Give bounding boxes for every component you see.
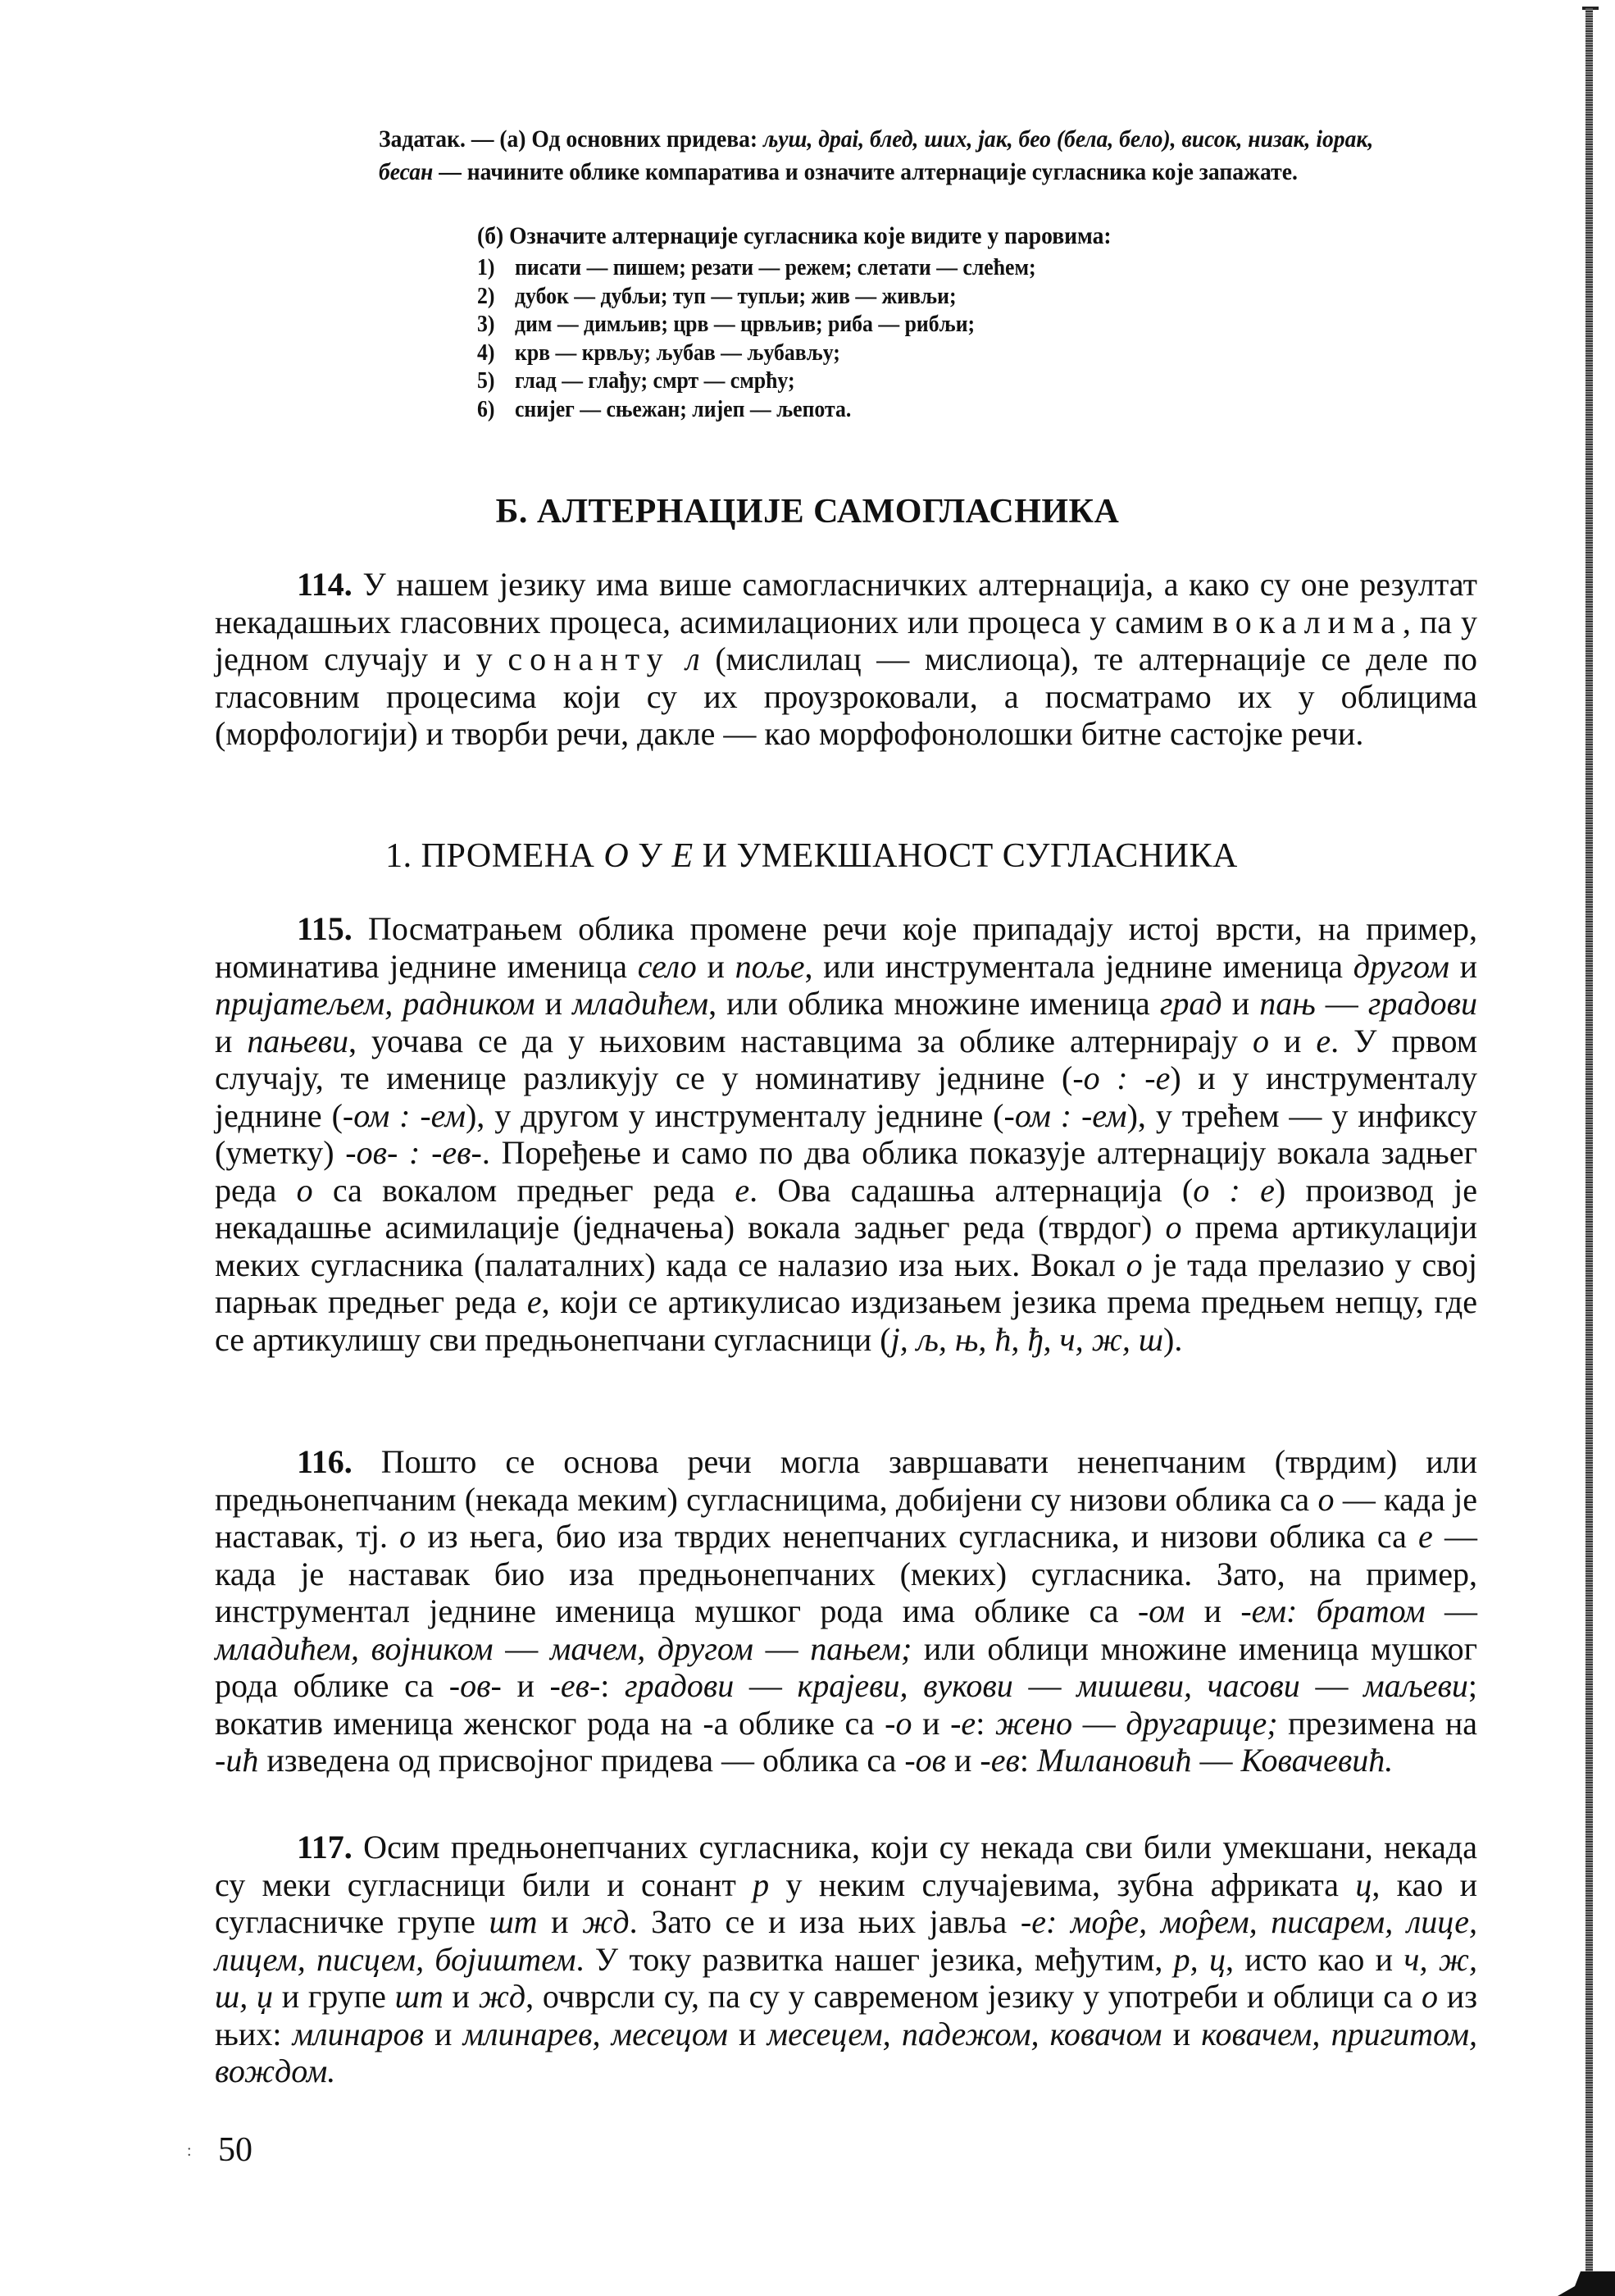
italic-term: о xyxy=(296,1171,313,1209)
text-run: у неким случајевима, зубна африката xyxy=(769,1866,1356,1903)
italic-term: крајеви, вукови xyxy=(797,1667,1013,1704)
exercise-pairs-list xyxy=(477,254,1036,424)
text-run: , очврсли су, па су у савременом језику у употреби и облици са xyxy=(525,1978,1422,2015)
italic-term: град xyxy=(1159,985,1222,1022)
italic-term: млинаров xyxy=(292,2015,424,2052)
exercise-pair-item xyxy=(477,311,1036,339)
exercise-pair-number: 5) xyxy=(477,368,495,394)
paragraph-number: 117. xyxy=(297,1829,353,1866)
paragraph-number: 114. xyxy=(297,566,353,603)
exercise-label: Задатак. xyxy=(379,125,466,153)
subsection-heading xyxy=(0,836,1615,876)
text-run: . Поређење и само по два облика показује алтернацију вокала задњег реда xyxy=(215,1134,1478,1209)
text-run: и xyxy=(215,1022,248,1059)
italic-term: е xyxy=(526,1283,542,1320)
text-run: ), у трећем — у инфиксу (уметку) xyxy=(215,1096,1478,1171)
italic-term: о xyxy=(1165,1209,1182,1246)
italic-term: младићем, војником xyxy=(215,1629,494,1667)
text-run: Осим предњонепчаних сугласника, који су некада сви били умекшани, некада су меки сугласници били и сонант xyxy=(215,1829,1477,1903)
text-run: и xyxy=(537,1903,583,1940)
italic-term: љуш, драі, блед, ших, јак, бео (бела, бело), висок, низак, іорак, бесан xyxy=(379,125,1374,185)
text-run: са вокалом предњег реда xyxy=(312,1171,735,1209)
text-run: и xyxy=(1221,985,1260,1022)
text-run: је тада прелазио у свој парњак предњег реда xyxy=(215,1246,1477,1320)
text-run: ). xyxy=(1163,1320,1183,1358)
text-run: из њега, био иза тврдих ненепчаних сугласника, и низови облика са xyxy=(416,1518,1419,1555)
paragraph-114 xyxy=(215,566,1477,753)
text-run: или облици множине именица мушког рода облике са xyxy=(215,1629,1478,1704)
text-run: — када је наставак био иза предњонепчаних (меких) сугласника. Зато, на пример, инструментал једнине именица мушког рода има облике са xyxy=(215,1518,1478,1629)
italic-term: месецем, падежом, ковачом xyxy=(767,2015,1162,2052)
italic-term: О xyxy=(603,837,630,875)
italic-term: маљеви xyxy=(1363,1667,1468,1704)
text-run: — xyxy=(1191,1742,1241,1779)
text-run: изведена од присвојног придева — облика са xyxy=(258,1742,905,1779)
exercise-pair-number: 6) xyxy=(477,396,495,422)
text-run: према артикулацији меких сугласника (палаталних) када се налазио иза њих. Вокал xyxy=(215,1209,1477,1283)
exercise-part-b: (б) Означите алтернације сугласника које видите у паровима: xyxy=(477,222,1112,249)
paragraph-text xyxy=(215,566,1477,752)
paragraph-117 xyxy=(215,1829,1477,2090)
italic-term: -е xyxy=(950,1704,976,1742)
italic-term: младићем xyxy=(572,985,709,1022)
italic-term: градови xyxy=(625,1667,735,1704)
italic-term: жд xyxy=(582,1903,630,1940)
text-run: — xyxy=(1012,1667,1077,1704)
text-run: и xyxy=(1268,1022,1317,1059)
italic-term: другом xyxy=(1353,947,1449,985)
scan-border-right xyxy=(1585,8,1593,2276)
italic-term: пријатељем, радником xyxy=(215,985,535,1022)
text-run: , као и сугласничке групе xyxy=(215,1866,1477,1940)
italic-term: -ом xyxy=(1137,1592,1185,1629)
italic-term: л xyxy=(685,640,700,677)
italic-term: о xyxy=(399,1518,416,1555)
scan-border-corner xyxy=(1558,2271,1615,2296)
italic-term: е xyxy=(1418,1518,1433,1555)
paragraph-116 xyxy=(215,1443,1477,1779)
italic-term: -ов xyxy=(904,1742,947,1779)
section-heading: Б. АЛТЕРНАЦИЈЕ САМОГЛАСНИКА xyxy=(495,493,1120,531)
italic-term: -ов- xyxy=(448,1667,502,1704)
italic-term: -о : -е xyxy=(1072,1059,1171,1096)
text-run xyxy=(671,640,686,677)
text-run: . Ова садашња алтернација ( xyxy=(749,1171,1194,1209)
text-run: — начините облике компаратива и означите алтернације сугласника које запажате. xyxy=(433,158,1298,185)
italic-term: -ом : -ем xyxy=(342,1096,466,1134)
italic-term: -ом : -ем xyxy=(1003,1096,1127,1134)
exercise-pair-number: 3) xyxy=(477,312,495,337)
text-run: и групе xyxy=(272,1978,395,2015)
italic-term: градови xyxy=(1367,985,1478,1022)
italic-term: жено xyxy=(994,1704,1073,1742)
text-run: ) и у инструменталу једнине ( xyxy=(215,1059,1477,1134)
italic-term: Милановић xyxy=(1036,1742,1192,1779)
text-run: , уочава се да у њиховим наставцима за облике алтернирају xyxy=(348,1022,1253,1059)
text-run: из њих: xyxy=(215,1978,1477,2052)
italic-term: ј, љ, њ, ћ, ђ, ч, ж, ш xyxy=(890,1320,1164,1358)
text-run: , који се артикулисао издизањем језика према предњем непцу, где се артикулишу сви предњонепчани сугласници ( xyxy=(215,1283,1477,1358)
text-run: . Зато се и иза њих јавља xyxy=(629,1903,1021,1940)
text-run: — xyxy=(493,1629,550,1667)
text-run: — xyxy=(753,1629,811,1667)
italic-term: пањем; xyxy=(810,1629,912,1667)
text-run: , исто као и xyxy=(1225,1940,1404,1978)
text-run: и xyxy=(501,1667,550,1704)
italic-term: шт xyxy=(394,1978,444,2015)
italic-term: ц xyxy=(1355,1866,1372,1903)
text-run: И УМЕКШАНОСТ СУГЛАСНИКА xyxy=(693,837,1238,875)
text-run: — када је наставак, тј. xyxy=(215,1480,1478,1555)
text-run: ) производ је некадашње асимилације (једначења) вокала задњег реда (тврдог) xyxy=(215,1171,1477,1246)
exercise-pair-item xyxy=(477,283,1036,312)
paragraph-text xyxy=(215,910,1477,1358)
text-run: . У току развитка нашег језика, међутим, xyxy=(575,1940,1174,1978)
text-run: и xyxy=(535,985,573,1022)
text-run: : xyxy=(976,1704,995,1742)
exercise-pair-text: дубок — дубљи; туп — тупљи; жив — живљи; xyxy=(515,283,957,309)
text-run: и xyxy=(727,2015,767,2052)
italic-term: мишеви, часови xyxy=(1076,1667,1300,1704)
margin-mark: : xyxy=(187,2142,192,2160)
text-run: — xyxy=(1072,1704,1126,1742)
text-run: ; вокатив именица женског рода на -а облике са xyxy=(215,1667,1478,1742)
spaced-term: сонанту xyxy=(507,640,671,677)
exercise-part-a xyxy=(379,123,1420,189)
text-run: , па у једном случају и у xyxy=(215,603,1477,677)
exercise-pair-text: крв — крвљу; љубав — љубављу; xyxy=(515,339,840,366)
exercise-pair-item xyxy=(477,396,1036,425)
italic-term: Е xyxy=(671,837,694,875)
text-run: Пошто се основа речи могла завршавати ненепчаним (тврдим) или предњонепчаним (некада меким) сугласницима, добијени су низови облика са xyxy=(215,1443,1477,1518)
exercise-pair-number: 4) xyxy=(477,339,495,366)
italic-term: о xyxy=(1252,1022,1269,1059)
text-run: У нашем језику има више самогласничких алтернација, а како су оне резултат некадашњих гласовних процеса, асимилационих или процеса у самим xyxy=(215,566,1477,640)
text-run: : xyxy=(600,1667,626,1704)
text-run: и xyxy=(1162,2015,1202,2052)
italic-term: р, ц xyxy=(1173,1940,1226,1978)
italic-term: -ем: братом xyxy=(1240,1592,1426,1629)
italic-term: ч, ж, ш, џ xyxy=(215,1940,1478,2015)
paragraph-number: 115. xyxy=(297,910,353,947)
text-run: , или облика множине именица xyxy=(708,985,1160,1022)
italic-term: е xyxy=(1316,1022,1331,1059)
italic-term: р xyxy=(753,1866,770,1903)
text-run: презимена на xyxy=(1277,1704,1477,1742)
text-run: и xyxy=(912,1704,951,1742)
italic-term: ковачем, пригитом, вождом. xyxy=(215,2015,1478,2089)
exercise-pair-number: 1) xyxy=(477,255,495,280)
text-run: и xyxy=(1449,947,1478,985)
exercise-pair-number: 2) xyxy=(477,283,495,309)
italic-term: о xyxy=(1317,1480,1335,1518)
italic-term: шт xyxy=(489,1903,538,1940)
text-run: 1. ПРОМЕНА xyxy=(385,837,604,875)
text-run: — xyxy=(1425,1592,1478,1629)
italic-term: жд xyxy=(478,1978,526,2015)
italic-term: другарице; xyxy=(1126,1704,1278,1742)
paragraph-115 xyxy=(215,910,1477,1358)
text-run: — xyxy=(734,1667,798,1704)
exercise-pair-item xyxy=(477,339,1036,368)
italic-term: село xyxy=(637,947,697,985)
italic-term: -ев- xyxy=(549,1667,601,1704)
text-run: и xyxy=(696,947,735,985)
paragraph-text xyxy=(215,1443,1477,1779)
exercise-pair-item xyxy=(477,254,1036,283)
text-run: (мислилац — мислиоца), те алтернације се деле по гласовним процесима који су их проузроковали, а посматрамо их у облицима (морфологији) и творби речи, дакле — као морфофонолошки битне састојке речи. xyxy=(215,640,1477,752)
text-run: и xyxy=(423,2015,463,2052)
italic-term: пањ xyxy=(1259,985,1316,1022)
italic-term: пањеви xyxy=(247,1022,348,1059)
italic-term: поље xyxy=(735,947,805,985)
exercise-part-a-text xyxy=(379,125,1373,185)
text-run: , или инструментала једнине именица xyxy=(804,947,1353,985)
text-run: и xyxy=(1185,1592,1241,1629)
text-run: Посматрањем облика промене речи које припадају истој врсти, на пример, номинатива једнине именица xyxy=(215,910,1477,985)
text-run: У xyxy=(629,837,672,875)
text-run: — xyxy=(1315,985,1368,1022)
paragraph-number: 116. xyxy=(297,1443,353,1480)
exercise-pair-text: дим — димљив; црв — црвљив; риба — рибљи; xyxy=(515,312,976,337)
text-run: : xyxy=(1019,1742,1037,1779)
italic-term: -ић xyxy=(215,1742,259,1779)
exercise-pair-item xyxy=(477,367,1036,396)
italic-term: -е: мо̂ре, мо̂рем, писарем, лице, лицем, писцем, бојиштем xyxy=(215,1903,1478,1978)
page-number: 50 xyxy=(218,2131,252,2169)
italic-term: мачем, другом xyxy=(549,1629,753,1667)
exercise-pair-text: глад — глађу; смрт — смрћу; xyxy=(515,368,795,394)
paragraph-text xyxy=(215,1829,1477,2089)
italic-term: о : е xyxy=(1193,1171,1275,1209)
italic-term: -ов- : -ев- xyxy=(345,1134,482,1171)
italic-term: -о xyxy=(885,1704,912,1742)
text-run: — xyxy=(1299,1667,1364,1704)
italic-term: е xyxy=(735,1171,750,1209)
text-run: ), у другом у инструменталу једнине ( xyxy=(465,1096,1004,1134)
italic-term: о xyxy=(1422,1978,1439,2015)
italic-term: -ев xyxy=(980,1742,1020,1779)
italic-term: Ковачевић. xyxy=(1240,1742,1394,1779)
text-run: и xyxy=(443,1978,479,2015)
italic-term: млинарев, месецом xyxy=(462,2015,728,2052)
spaced-term: вокалима xyxy=(1212,603,1403,640)
exercise-pair-text: снијег — сњежан; лијеп — љепота. xyxy=(515,396,852,422)
text-run: и xyxy=(946,1742,980,1779)
text-run: . У првом случају, те именице разликују се у номинативу једнине ( xyxy=(215,1022,1478,1096)
italic-term: о xyxy=(1126,1246,1143,1283)
exercise-pair-text: писати — пишем; резати — режем; слетати — слећем; xyxy=(515,255,1036,280)
text-run: — (а) Од основних придева: xyxy=(465,125,764,153)
